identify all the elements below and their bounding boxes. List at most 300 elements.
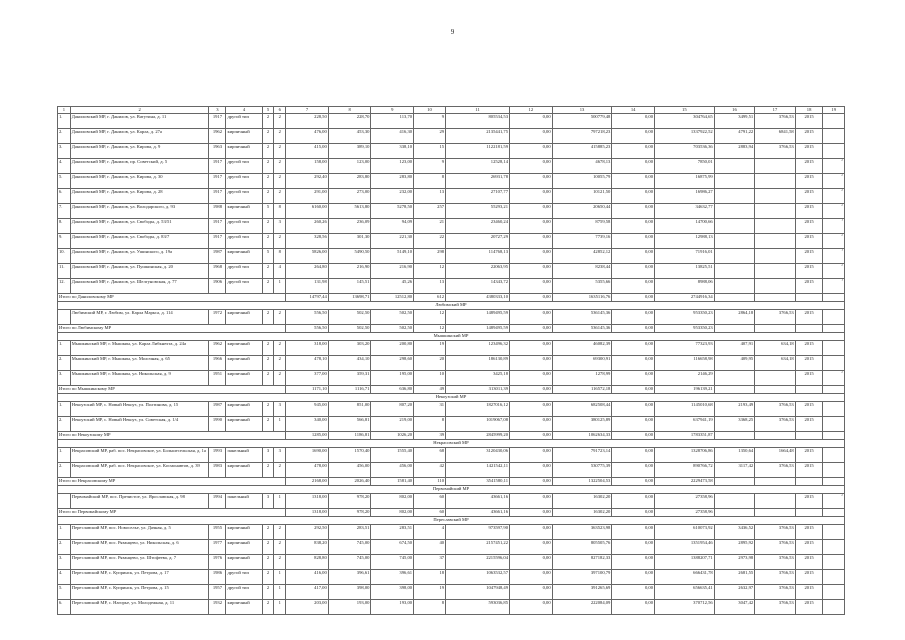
table-cell: 113,70 [371, 114, 414, 129]
subtotal-row [58, 386, 845, 394]
table-row [58, 114, 845, 129]
table-cell: 200,80 [371, 341, 414, 356]
table-cell: 3766,53 [755, 114, 796, 129]
table-cell: 3368,25 [714, 417, 755, 432]
table-cell: 10. [58, 249, 71, 264]
table-row [58, 159, 845, 174]
table-cell: 12 [414, 325, 446, 333]
district-heading-row [58, 517, 845, 525]
table-cell: 0,00 [612, 159, 655, 174]
table-cell: 1421542,11 [446, 463, 510, 478]
table-cell: 2864,18 [714, 310, 755, 325]
table-cell [714, 294, 755, 302]
table-cell: 8 [274, 249, 286, 264]
table-cell: 55293,21 [446, 204, 510, 219]
table-cell: кирпичный [226, 204, 262, 219]
table-cell: 283,80 [371, 174, 414, 189]
table-cell: 2 [262, 219, 274, 234]
table-cell: 0,00 [510, 249, 553, 264]
column-number: 18 [795, 107, 823, 114]
table-row [58, 417, 845, 432]
table-cell: 340,00 [286, 417, 329, 432]
district-heading: Переславский МР [58, 517, 845, 525]
table-cell: 283,51 [371, 525, 414, 540]
table-cell: 2015 [795, 159, 823, 174]
table-cell: другой тип [226, 174, 262, 189]
table-cell: 2 [274, 159, 286, 174]
table-cell [823, 600, 845, 615]
table-cell: другой тип [226, 585, 262, 600]
table-cell: 1322504,53 [552, 478, 612, 486]
table-cell: 656635,41 [655, 585, 715, 600]
table-cell: 2681,55 [714, 570, 755, 585]
page-number: 9 [450, 28, 455, 36]
table-cell: 0,00 [612, 432, 655, 440]
table-cell: 637941,19 [655, 417, 715, 432]
table-row [58, 129, 845, 144]
table-cell: 0,00 [510, 174, 553, 189]
table-cell: 8. [58, 219, 71, 234]
subtotal-row [58, 325, 845, 333]
table-cell: 0,00 [510, 417, 553, 432]
table-cell: 0,00 [612, 570, 655, 585]
table-cell: 2 [262, 279, 274, 294]
table-cell: 318,00 [286, 341, 329, 356]
table-cell [795, 294, 823, 302]
table-cell: 8 [274, 204, 286, 219]
table-cell: 0,00 [612, 234, 655, 249]
table-cell: 0,00 [510, 356, 553, 371]
table-cell: 8988,06 [655, 279, 715, 294]
address-cell: Мышкинский МР, г. Мышкин, ул. Карла Либкнехта, д. 24а [70, 341, 209, 356]
table-cell: 2015 [795, 570, 823, 585]
table-cell [823, 264, 845, 279]
table-cell [714, 325, 755, 333]
address-cell: Первомайский МР, пос. Пречистое, ул. Ярославская, д. 98 [70, 494, 209, 509]
table-cell: 2845999,20 [446, 432, 510, 440]
table-cell [823, 356, 845, 371]
column-number: 7 [286, 107, 329, 114]
table-cell: кирпичный [226, 402, 262, 417]
table-cell: 2015 [795, 341, 823, 356]
table-cell: 0,00 [510, 294, 553, 302]
table-row [58, 540, 845, 555]
footnote-mark: 2 [841, 263, 843, 267]
table-cell: 377,00 [286, 371, 329, 386]
table-cell: 7850,01 [655, 159, 715, 174]
address-cell: Мышкинский МР, г. Мышкин, ул. Молочная, д. 65 [70, 356, 209, 371]
table-cell [795, 432, 823, 440]
table-cell: 634,18 [755, 341, 796, 356]
table-cell: 745,00 [328, 555, 371, 570]
district-heading-row [58, 486, 845, 494]
table-cell: 2015 [795, 310, 823, 325]
table-cell: 29 [414, 129, 446, 144]
table-cell: кирпичный [226, 144, 262, 159]
address-cell: Даниловский МР, г. Данилов, пр. Советский, д. 5 [70, 159, 209, 174]
table-cell: 8 [414, 600, 446, 615]
table-cell [823, 463, 845, 478]
table-cell: 415,00 [286, 144, 329, 159]
table-cell: 838,20 [286, 540, 329, 555]
table-cell: кирпичный [226, 341, 262, 356]
table-cell: 802,00 [371, 509, 414, 517]
table-cell [755, 371, 796, 386]
table-cell [714, 159, 755, 174]
address-cell: Даниловский МР, г. Данилов, ул. Володарского, д. 93 [70, 204, 209, 219]
table-cell: 114768,13 [446, 249, 510, 264]
table-cell: 1026,20 [371, 432, 414, 440]
table-cell: 228,50 [286, 114, 329, 129]
table-cell: 1171,10 [286, 386, 329, 394]
table-cell: 77323,93 [655, 341, 715, 356]
column-number: 17 [755, 107, 796, 114]
table-cell: 1993 [209, 448, 226, 463]
table-row [58, 219, 845, 234]
table-cell: 42852,12 [552, 249, 612, 264]
table-cell: 1 [274, 417, 286, 432]
table-cell: 0,00 [612, 600, 655, 615]
table-cell: 34632,77 [655, 204, 715, 219]
table-cell: 6160,00 [286, 204, 329, 219]
table-cell [714, 386, 755, 394]
table-row [58, 555, 845, 570]
table-cell: 2 [274, 341, 286, 356]
table-cell: 2015 [795, 600, 823, 615]
table-cell [755, 478, 796, 486]
district-heading: Некрасовский МР [58, 440, 845, 448]
table-cell [823, 219, 845, 234]
address-cell: Любимский МР, г. Любим, ул. Карла Маркса, д. 114 [70, 310, 209, 325]
table-cell: 14343,72 [446, 279, 510, 294]
table-cell: 221,30 [371, 234, 414, 249]
table-cell: 3 [274, 219, 286, 234]
table-cell: 478,10 [286, 356, 329, 371]
table-cell: 502,50 [328, 325, 371, 333]
footnote-mark: 2 [841, 370, 843, 374]
table-cell [714, 204, 755, 219]
table-cell [755, 386, 796, 394]
table-cell: 5149,10 [371, 249, 414, 264]
table-cell: 328,56 [286, 234, 329, 249]
table-cell: 236,09 [328, 219, 371, 234]
table-cell: 16302,20 [552, 509, 612, 517]
table-cell: 3. [58, 371, 71, 386]
table-cell: 2. [58, 356, 71, 371]
table-cell [755, 189, 796, 204]
table-cell: 1783351,87 [655, 432, 715, 440]
table-cell: 14700,66 [655, 219, 715, 234]
table-cell: 2 [274, 371, 286, 386]
table-cell: 0,00 [510, 585, 553, 600]
table-cell: 2 [262, 540, 274, 555]
table-cell [714, 249, 755, 264]
table-row [58, 189, 845, 204]
table-cell: 3 [262, 448, 274, 463]
address-cell: Переславский МР, пос. Рязанцево, ул. Штофеева, д. 7 [70, 555, 209, 570]
table-cell: 26931,78 [446, 174, 510, 189]
table-cell: другой тип [226, 189, 262, 204]
footnote-mark: 1 [841, 248, 843, 252]
table-cell: 0,00 [510, 114, 553, 129]
table-cell: 12988,13 [655, 234, 715, 249]
table-cell: 27358,96 [655, 494, 715, 509]
table-cell: 10055,79 [552, 174, 612, 189]
table-cell: 3766,53 [755, 540, 796, 555]
table-cell: 1351954,46 [655, 540, 715, 555]
table-cell: 186130,89 [446, 356, 510, 371]
table-cell: 409,95 [714, 356, 755, 371]
table-cell: 12528,14 [446, 159, 510, 174]
table-cell: другой тип [226, 159, 262, 174]
table-cell: 434,10 [328, 356, 371, 371]
column-number: 15 [655, 107, 715, 114]
table-cell: 1278,99 [552, 371, 612, 386]
table-cell: 1581,40 [371, 478, 414, 486]
column-number: 2 [70, 107, 209, 114]
table-cell: 20727,29 [446, 234, 510, 249]
table-cell: 264,80 [286, 264, 329, 279]
table-cell: 978,20 [328, 509, 371, 517]
table-cell: 10 [414, 371, 446, 386]
table-cell: 0,00 [510, 540, 553, 555]
table-cell: 2 [262, 159, 274, 174]
column-number: 11 [446, 107, 510, 114]
table-cell: 636,80 [371, 386, 414, 394]
address-cell: Переславский МР, пос. Новоселье, ул. Дачная, д. 5 [70, 525, 209, 540]
table-row [58, 600, 845, 615]
table-cell: 2 [262, 174, 274, 189]
table-cell: 216,90 [328, 264, 371, 279]
table-cell: 0,00 [510, 325, 553, 333]
table-cell: другой тип [226, 234, 262, 249]
table-cell: 1122181,59 [446, 144, 510, 159]
table-cell: другой тип [226, 264, 262, 279]
table-cell: 2 [262, 129, 274, 144]
table-cell: 476,00 [286, 129, 329, 144]
table-cell: 273,00 [328, 189, 371, 204]
table-cell: 2 [262, 371, 274, 386]
table-cell: 851,00 [328, 402, 371, 417]
table-cell: 292,50 [286, 525, 329, 540]
table-cell: 827182,33 [552, 555, 612, 570]
table-cell: 2. [58, 463, 71, 478]
table-cell [823, 129, 845, 144]
table-cell: 2026,40 [328, 478, 371, 486]
table-cell: 27358,96 [655, 509, 715, 517]
table-cell: 3499,51 [714, 114, 755, 129]
table-cell: 5355,66 [552, 279, 612, 294]
column-number-row [58, 107, 845, 114]
table-cell [755, 279, 796, 294]
table-cell: 0,00 [612, 478, 655, 486]
table-cell: 4. [58, 159, 71, 174]
table-cell: 2015 [795, 264, 823, 279]
table-cell: 31 [414, 402, 446, 417]
table-cell: 1951 [209, 371, 226, 386]
subtotal-label: Итого по Некоузскому МР [58, 432, 286, 440]
table-cell: 0,00 [612, 341, 655, 356]
table-cell: 116658,98 [655, 356, 715, 371]
table-cell: 292,40 [286, 174, 329, 189]
table-cell: 407,91 [714, 341, 755, 356]
table-cell: 805534,53 [446, 114, 510, 129]
table-cell: 222084,09 [552, 600, 612, 615]
table-cell [714, 509, 755, 517]
address-cell: Некоузский МР, с. Новый Некоуз, ул. Полтинова, д. 15 [70, 402, 209, 417]
column-number: 8 [328, 107, 371, 114]
table-cell: кирпичный [226, 129, 262, 144]
table-cell: 195,00 [371, 371, 414, 386]
table-cell: 193,00 [328, 600, 371, 615]
table-cell: 2 [262, 114, 274, 129]
table-cell: 13825,51 [655, 264, 715, 279]
table-cell [823, 325, 845, 333]
table-cell [823, 478, 845, 486]
table-cell: кирпичный [226, 463, 262, 478]
table-cell: 1917 [209, 114, 226, 129]
table-cell: 3766,53 [755, 310, 796, 325]
table-cell [823, 310, 845, 325]
table-row [58, 570, 845, 585]
table-cell: 42 [414, 463, 446, 478]
table-cell: 27107,77 [446, 189, 510, 204]
table-cell: 1 [274, 494, 286, 509]
subtotal-label: Итого по Даниловскому МР [58, 294, 286, 302]
table-cell: 6. [58, 189, 71, 204]
table-cell: 2 [262, 555, 274, 570]
address-cell: Некрасовский МР, раб. пос. Некрасовское, ул. Большесельская, д. 1а [70, 448, 209, 463]
table-cell [823, 417, 845, 432]
table-cell: 0,00 [510, 478, 553, 486]
table-cell [795, 509, 823, 517]
table-cell: 40 [414, 540, 446, 555]
table-cell: 1988 [209, 204, 226, 219]
table-cell: 196139,21 [655, 386, 715, 394]
table-cell: 2895,92 [714, 540, 755, 555]
table-row [58, 494, 845, 509]
table-cell: 2. [58, 540, 71, 555]
footnote-mark: 2 [841, 173, 843, 177]
address-cell: Даниловский МР, г. Данилов, ул. Ватутина, д. 11 [70, 114, 209, 129]
table-cell: 363523,98 [552, 525, 612, 540]
table-cell: 1976 [209, 555, 226, 570]
table-cell: 2146,29 [655, 371, 715, 386]
table-cell [755, 234, 796, 249]
table-cell: 301,30 [328, 234, 371, 249]
housing-repair-table [57, 106, 845, 615]
table-cell: 12. [58, 279, 71, 294]
table-cell: 397100,79 [552, 570, 612, 585]
table-cell: другой тип [226, 219, 262, 234]
table-cell: 15 [414, 144, 446, 159]
table-cell: 283,80 [328, 174, 371, 189]
district-heading: Мышкинский МР [58, 333, 845, 341]
table-cell: 536145,36 [552, 310, 612, 325]
table-cell: 2. [58, 129, 71, 144]
district-heading-row [58, 440, 845, 448]
table-cell: 68 [414, 448, 446, 463]
subtotal-label: Итого по Любимскому МР [58, 325, 286, 333]
address-cell: Даниловский МР, г. Данилов, ул. Карла, д. 27а [70, 129, 209, 144]
table-cell: 807,20 [371, 402, 414, 417]
table-cell: 1635116,76 [552, 294, 612, 302]
table-cell: 380125,89 [552, 417, 612, 432]
table-cell: 3 [262, 494, 274, 509]
column-number: 3 [209, 107, 226, 114]
table-cell [714, 264, 755, 279]
table-cell: 2015 [795, 189, 823, 204]
table-cell [755, 294, 796, 302]
table-cell: 2 [274, 555, 286, 570]
table-cell: 502,50 [328, 310, 371, 325]
subtotal-row [58, 478, 845, 486]
table-cell: 1986 [209, 570, 226, 585]
table-row [58, 174, 845, 189]
table-cell [714, 478, 755, 486]
table-cell: 2 [262, 356, 274, 371]
footnote-mark: 1 [841, 278, 843, 282]
table-cell: 415885,23 [552, 144, 612, 159]
table-cell: 18 [414, 570, 446, 585]
table-cell: 0,00 [612, 219, 655, 234]
column-number: 16 [714, 107, 755, 114]
table-cell [823, 189, 845, 204]
table-cell: 1 [274, 600, 286, 615]
table-cell: 396,61 [328, 570, 371, 585]
table-cell: 2015 [795, 204, 823, 219]
table-cell: 1987 [209, 402, 226, 417]
table-cell: 9 [414, 114, 446, 129]
table-cell: 46082,39 [552, 341, 612, 356]
table-cell: 417,00 [286, 585, 329, 600]
table-cell: 2 [274, 463, 286, 478]
table-cell [823, 402, 845, 417]
district-heading: Любимский МР [58, 302, 845, 310]
table-cell [714, 174, 755, 189]
table-cell: кирпичный [226, 600, 262, 615]
table-cell: 2015 [795, 448, 823, 463]
table-cell: 0,00 [612, 279, 655, 294]
table-cell: 1062634,33 [552, 432, 612, 440]
table-cell: 2. [58, 417, 71, 432]
table-cell: 232,00 [371, 189, 414, 204]
table-cell: 1. [58, 341, 71, 356]
table-cell: 3766,53 [755, 417, 796, 432]
address-cell: Переславский МР, с. Купринск, ул. Петрова, д. 17 [70, 570, 209, 585]
district-heading-row [58, 333, 845, 341]
table-cell: 0,00 [510, 204, 553, 219]
table-row [58, 402, 845, 417]
table-cell: 3425,18 [446, 371, 510, 386]
table-cell: 3120430,06 [446, 448, 510, 463]
table-row [58, 341, 845, 356]
table-cell: 2 [262, 570, 274, 585]
table-cell [714, 189, 755, 204]
table-cell [795, 386, 823, 394]
table-row [58, 371, 845, 386]
table-cell: 0,00 [612, 189, 655, 204]
table-cell: 3047,42 [714, 600, 755, 615]
table-cell: 0,00 [612, 417, 655, 432]
table-cell: 19 [414, 585, 446, 600]
table-cell: 16302,20 [552, 494, 612, 509]
table-cell [714, 234, 755, 249]
table-cell: 3766,53 [755, 525, 796, 540]
table-cell [823, 174, 845, 189]
table-cell: 2 [274, 356, 286, 371]
table-cell: 1972 [209, 310, 226, 325]
